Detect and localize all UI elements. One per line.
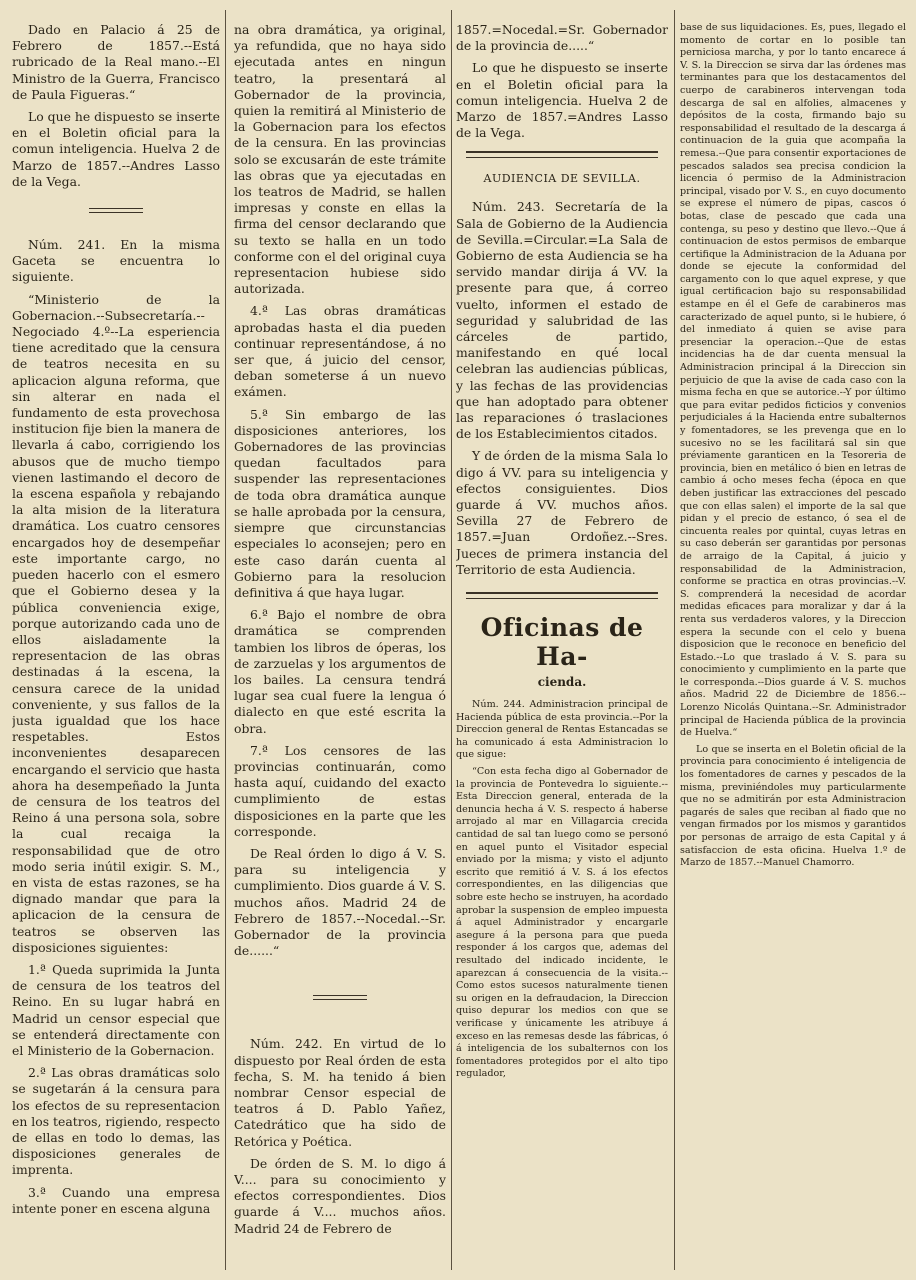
article-241-intro: Núm. 241. En la misma Gaceta se encuentra lo siguiente. bbox=[12, 237, 220, 285]
section-rule bbox=[466, 592, 658, 599]
section-subheading: cienda. bbox=[537, 675, 587, 690]
separator bbox=[89, 208, 143, 213]
royal-order-closing: De Real órden lo digo á V. S. para su inteligencia y cumplimiento. Dios guarde á V. S. muchos años. Madrid 24 de Febrero de 1857.--Nocedal.--Sr. Gobernador de la provincia de......“ bbox=[234, 845, 446, 959]
column-1 bbox=[12, 22, 220, 1223]
small-print-block bbox=[456, 699, 668, 1081]
decree-closing: Dado en Palacio á 25 de Febrero de 1857.--Está rubricado de la Real mano.--El Ministro de la Guerra, Francisco de Paula Figueras.“ bbox=[12, 22, 220, 102]
ministry-order: “Ministerio de la Gobernacion.--Subsecretaría.--Negociado 4.º--La esperiencia tiene acreditado que la censura de teatros necesita en su aplicacion alguna reforma, que sin alterar en nada el fundamento de esta provechosa institucion fije bien la manera de llevarla á cabo, corrigiendo los abusos que de mucho tiempo vienen lastimando el decoro de la escena española y rebajando la alta mision de la literatura dramática. Los cuatro censores encargados hoy de desempeñar este importante cargo, no pueden hacerlo con el esmero que el Gobierno desea y la pública conveniencia exige, porque autorizando cada uno de ellos aisladamente la representacion de las obras destinadas á la escena, la censura carece de la unidad conveniente, y sus fallos de la justa igualdad que los hace respetables. Estos inconvenientes desaparecen encargando el servicio que hasta ahora ha desempeñado la Junta de censura de los teatros del Reino á una persona sola, sobre la cual recaiga la responsabilidad que de otro modo seria inútil exigir. S. M., en vista de estas razones, se ha dignado mandar que para la aplicacion de la censura de teatros se observen las disposiciones siguientes: bbox=[12, 291, 220, 955]
column-rule bbox=[674, 10, 675, 1270]
column-4 bbox=[680, 22, 906, 874]
column-2 bbox=[234, 22, 446, 1243]
column-rule bbox=[451, 10, 452, 1270]
provision-1: 1.ª Queda suprimida la Junta de censura de los teatros del Reino. En su lugar habrá en Madrid un censor especial que se entenderá directamente con el Ministerio de la Gobernacion. bbox=[12, 961, 220, 1058]
direction-letter-cont: base de sus liquidaciones. Es, pues, llegado el momento de cortar en lo posible tan perniciosa marcha, y por lo tanto encarece á V. S. la Direccion se sirva dar las órdenes mas terminantes para que los destacamentos del cuerpo de carabineros intervengan toda descarga de sal en alfolies, almacenes y depósitos de la costa, firmando bajo su responsabilidad el resultado de la descarga á continuacion de la guia que acompaña la remesa.--Que para consentir exportaciones de pescados salados sea precisa condicion la licencia ó permiso de la Administracion principal, visado por V. S., en cuyo documento se exprese el número de pipas, cascos ó botas, clase de pescado que cada una contenga, su peso y destino que llevo.--Que á continuacion de estos permisos de embarque certifique la Administracion de la Aduana por donde se ejecute la conformidad del cargamento con lo que aquel exprese, y que igual certificacion bajo su responsabilidad estampe en él el Gefe de carabineros mas caracterizado de aquel punto, si le hubiere, ó del inmediato á quien se avise para presenciar la operacion.--Que de estas incidencias ha de dar cuenta mensual la Administracion principal á la Direccion sin perjuicio de que la avise de cada caso con la misma fecha en que se autorice.--Y por último que para evitar pedidos ficticios y convenios perjudiciales á la Hacienda entre subalternos y fomentadores, se les prevenga que en lo sucesivo no se les facilitará sal sin que préviamente garanticen en la Tesoreria de provincia, bien en metálico ó bien en letras de cambio á ocho meses fecha (época en que deben justificar las extracciones del pescado que con ellas salen) el importe de la sal que pidan y el precio de estanco, ó sea el de cincuenta reales por quintal, cuyas letras en su caso deberán ser garantidas por personas de arraigo de la Capital, á juicio y responsabilidad de la Administracion, conforme se practica en otras provincias.--V. S. comprenderá la necesidad de acordar medidas eficaces para moralizar y dar á la renta sus verdaderos valores, y la Direccion espera la secunde con el celo y buena disposicion que le reconoce en beneficio del Estado.--Lo que traslado á V. S. para su conocimiento y cumplimiento en la parte que le corresponda.--Dios guarde á V. S. muchos años. Madrid 22 de Diciembre de 1856.--Lorenzo Nicolás Quintana.--Sr. Administrador principal de Hacienda pública de la provincia de Huelva.“ bbox=[680, 22, 906, 739]
provision-3: 3.ª Cuando una empresa intente poner en escena alguna bbox=[12, 1184, 220, 1216]
provision-7: 7.ª Los censores de las provincias continuarán, como hasta aquí, cuidando del exacto cumplimiento de estas disposiciones en la parte que les corresponde. bbox=[234, 742, 446, 839]
provision-6: 6.ª Bajo el nombre de obra dramática se comprenden tambien los libros de óperas, los de zarzuelas y los argumentos de los bailes. La censura tendrá lugar sea cual fuere la lengua ó dialecto en que esté escrita la obra. bbox=[234, 607, 446, 736]
provision-2: 2.ª Las obras dramáticas solo se sugetarán á la censura para los efectos de su representacion en los teatros, rigiendo, respecto de ellas en todo lo demas, las disposiciones generales de imprenta. bbox=[12, 1065, 220, 1178]
article-242: Núm. 242. En virtud de lo dispuesto por Real órden de esta fecha, S. M. ha tenido á bien nombrar Censor especial de teatros á D. Pablo Yañez, Catedrático que ha sido de Retórica y Poética. bbox=[234, 1036, 446, 1149]
order-signature: 1857.=Nocedal.=Sr. Gobernador de la provincia de.....“ bbox=[456, 22, 668, 54]
separator bbox=[313, 995, 367, 1000]
provision-5: 5.ª Sin embargo de las disposiciones anteriores, los Gobernadores de las provincias quedan facultados para suspender las representaciones de toda obra dramática aunque se halle aprobada por la censura, siempre que circunstancias especiales lo aconsejen; pero en este caso darán cuenta al Gobierno para la resolucion definitiva á que haya lugar. bbox=[234, 406, 446, 600]
insertion-notice: Lo que he dispuesto se inserte en el Boletin oficial para la comun inteligencia. Huelva 2 de Marzo de 1857.--Andres Lasso de la Vega. bbox=[12, 109, 220, 189]
insertion-notice-2: Lo que he dispuesto se inserte en el Boletin oficial para la comun inteligencia. Huelva 2 de Marzo de 1857.=Andres Lasso de la Vega. bbox=[456, 60, 668, 141]
article-243: Núm. 243. Secretaría de la Sala de Gobierno de la Audiencia de Sevilla.=Circular.=La Sala de Gobierno de esta Audiencia se ha servido mandar dirija á VV. la presente para que, á correo vuelto, informen el estado de seguridad y salubridad de las cárceles de partido, manifestando en qué local celebran las audiencias públicas, y las fechas de las providencias que han adoptado para obtener las reparaciones ó traslaciones de los Establecimientos citados. bbox=[456, 199, 668, 442]
section-title: AUDIENCIA DE SEVILLA. bbox=[483, 172, 641, 186]
section-heading: Oficinas de Ha- bbox=[480, 613, 644, 672]
administration-notice: Lo que se inserta en el Boletin oficial de la provincia para conocimiento é inteligencia de los fomentadores de carnes y pescados de la misma, previniéndoles muy particularmente que no se admitirán por esta Administracion pagarés de sales que reciban al fiado que no vengan firmados por los mismos y garantidos por personas de arraigo de esta Capital y á satisfaccion de esta oficina. Huelva 1.º de Marzo de 1857.--Manuel Chamorro. bbox=[680, 743, 906, 869]
provision-4: 4.ª Las obras dramáticas aprobadas hasta el dia pueden continuar representándose, á no ser que, á juicio del censor, deban someterse á un nuevo exámen. bbox=[234, 303, 446, 400]
column-rule bbox=[225, 10, 226, 1270]
article-243-closing: Y de órden de la misma Sala lo digo á VV. para su inteligencia y efectos consiguientes. Dios guarde á VV. muchos años. Sevilla 27 de Febrero de 1857.=Juan Ordoñez.--Sres. Jueces de primera instancia del Territorio de esta Audiencia. bbox=[456, 448, 668, 577]
provision-3-cont: na obra dramática, ya original, ya refundida, que no haya sido ejecutada antes en ningun teatro, la presentará al Gobernador de la provincia, quien la remitirá al Ministerio de la Gobernacion para los efectos de la censura. En las provincias solo se excusarán de este trámite las obras que ya ejecutadas en los teatros de Madrid, se hallen impresas y conste en ellas la firma del censor declarando que su texto se halla en un todo conforme con el del original cuya representacion hubiese sido autorizada. bbox=[234, 22, 446, 297]
article-244: Núm. 244. Administracion principal de Hacienda pública de esta provincia.--Por la Direccion general de Rentas Estancadas se ha comunicado á esta Administracion lo que sigue: bbox=[456, 699, 668, 761]
section-rule bbox=[466, 151, 658, 158]
column-3 bbox=[456, 22, 668, 1085]
direction-letter: “Con esta fecha digo al Gobernador de la provincia de Pontevedra lo siguiente.--Esta Direccion general, enterada de la denuncia hecha á V. S. respecto á haberse arrojado al mar en Villagarcia crecida cantidad de sal tan luego como se personó en aquel punto el Visitador especial enviado por la misma; y visto el adjunto escrito que remitió á V. S. á los efectos correspondientes, en las diligencias que sobre este hecho se instruyen, ha acordado aprobar la suspension de empleo impuesta á aquel Administrador y encargarle asegure á la persona para que pueda responder á los cargos que, ademas del resultado del indicado incidente, le aparezcan á consecuencia de la visita.--Como estos sucesos naturalmente tienen su origen en la defraudacion, la Direccion quiso depurar los medios con que se verificase y únicamente les atribuye á exceso en las remesas desde las fábricas, ó á inteligencia de los subalternos con los fomentadores protegidos por el alto tipo regulador, bbox=[456, 766, 668, 1080]
article-242-closing: De órden de S. M. lo digo á V.... para su conocimiento y efectos correspondientes. Dios guarde á V.... muchos años. Madrid 24 de Febrero de bbox=[234, 1155, 446, 1236]
